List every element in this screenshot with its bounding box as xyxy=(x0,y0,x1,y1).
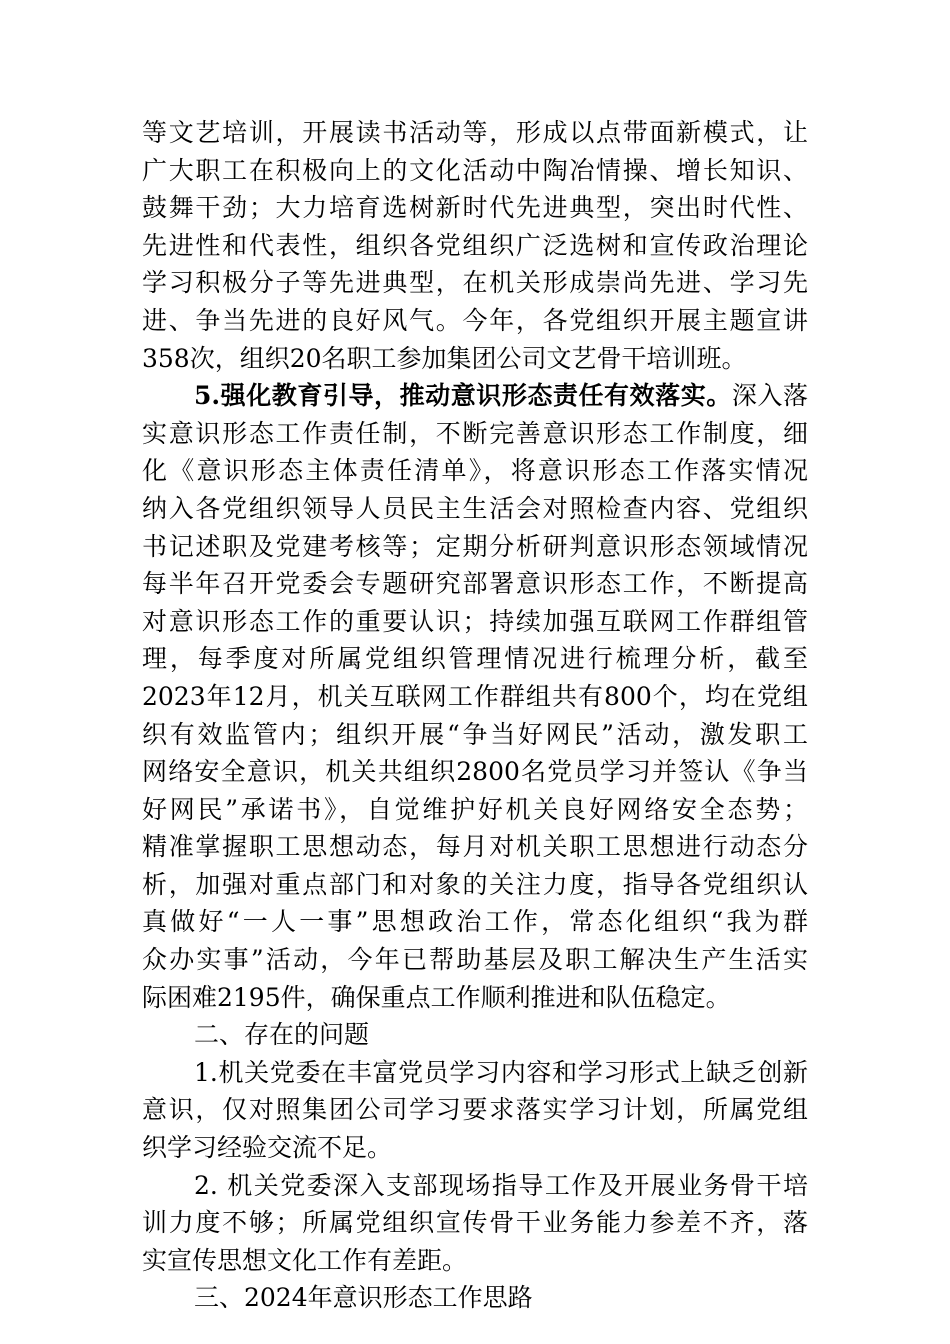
text-line: 训力度不够；所属党组织宣传骨干业务能力参差不齐，落 xyxy=(142,1208,808,1238)
text-line: 广大职工在积极向上的文化活动中陶冶情操、增长知识、 xyxy=(142,155,808,185)
text-line: 2023年12月，机关互联网工作群组共有800个，均在党组 xyxy=(142,681,808,711)
paragraph-problem-2 xyxy=(142,1167,808,1280)
paragraph-problem-1 xyxy=(142,1054,808,1167)
text-line: 化《意识形态主体责任清单》，将意识形态工作落实情况 xyxy=(142,456,808,486)
text-line: 实宣传思想文化工作有差距。 xyxy=(142,1245,468,1275)
section-title-problems: 二、存在的问题 xyxy=(194,1020,370,1050)
text-line: 对意识形态工作的重要认识；持续加强互联网工作群组管 xyxy=(142,606,808,636)
text-line: 鼓舞干劲；大力培育选树新时代先进典型，突出时代性、 xyxy=(142,193,808,223)
text-line: 理，每季度对所属党组织管理情况进行梳理分析，截至 xyxy=(142,644,808,674)
text-line: 精准掌握职工思想动态，每月对机关职工思想进行动态分 xyxy=(142,832,808,862)
text-line: 析，加强对重点部门和对象的关注力度，指导各党组织认 xyxy=(142,869,808,899)
text-line xyxy=(142,377,808,415)
text-line: 2. 机关党委深入支部现场指导工作及开展业务骨干培 xyxy=(194,1170,808,1200)
text-line: 学习积极分子等先进典型，在机关形成崇尚先进、学习先 xyxy=(142,268,808,298)
text-line: 进、争当先进的良好风气。今年，各党组织开展主题宣讲 xyxy=(142,305,808,335)
text-line: 织有效监管内；组织开展“争当好网民”活动，激发职工 xyxy=(142,719,808,749)
text-line: 纳入各党组织领导人员民主生活会对照检查内容、党组织 xyxy=(142,493,808,523)
text-line: 书记述职及党建考核等；定期分析研判意识形态领域情况 xyxy=(142,531,808,561)
text-line: 每半年召开党委会专题研究部署意识形态工作，不断提高 xyxy=(142,569,808,599)
text-line: 织学习经验交流不足。 xyxy=(142,1133,393,1163)
text-line: 真做好“一人一事”思想政治工作，常态化组织“我为群 xyxy=(142,907,808,937)
text-line: 实意识形态工作责任制，不断完善意识形态工作制度，细 xyxy=(142,418,808,448)
document-page xyxy=(142,114,808,1317)
text-line: 358次，组织20名职工参加集团公司文艺骨干培训班。 xyxy=(142,343,747,373)
text-line: 际困难2195件，确保重点工作顺利推进和队伍稳定。 xyxy=(142,982,731,1012)
item-5-heading: 5.强化教育引导，推动意识形态责任有效落实。 xyxy=(194,381,732,411)
text-line: 意识，仅对照集团公司学习要求落实学习计划，所属党组 xyxy=(142,1095,808,1125)
section-title-2024-plan: 三、2024年意识形态工作思路 xyxy=(194,1283,533,1313)
text-line: 先进性和代表性，组织各党组织广泛选树和宣传政治理论 xyxy=(142,230,808,260)
text-line: 网络安全意识，机关共组织2800名党员学习并签认《争当 xyxy=(142,757,808,787)
paragraph-cultural-activities xyxy=(142,114,808,377)
paragraph-item-5 xyxy=(142,377,808,1016)
text-line: 等文艺培训，开展读书活动等，形成以点带面新模式，让 xyxy=(142,118,808,147)
text-line: 好网民”承诺书》，自觉维护好机关良好网络安全态势； xyxy=(142,794,808,824)
text-line: 众办实事”活动，今年已帮助基层及职工解决生产生活实 xyxy=(142,945,808,975)
text-line: 1.机关党委在丰富党员学习内容和学习形式上缺乏创新 xyxy=(194,1057,808,1087)
item-5-text-start: 深入落 xyxy=(731,381,808,411)
